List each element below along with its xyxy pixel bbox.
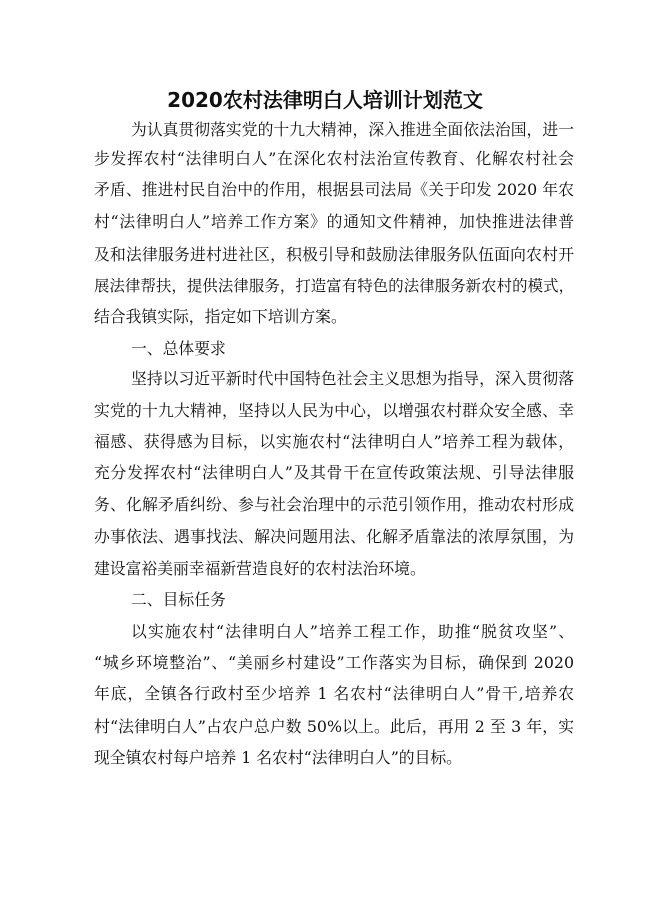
paragraph-line: 以实施农村“法律明白人”培养工程工作，助推“脱贫攻坚”、 [131,622,574,641]
paragraph-line: 务、化解矛盾纠纷、参与社会治理中的示范引领作用，推动农村形成 [94,495,574,514]
paragraph-line: 步发挥农村“法律明白人”在深化农村法治宣传教育、化解农村社会 [94,149,574,168]
paragraph-line: 村“法律明白人”占农户总户数 50%以上。此后，再用 2 至 3 年，实 [94,717,574,736]
paragraph-line: 现全镇农村每户培养 1 名农村“法律明白人”的目标。 [94,748,462,767]
paragraph-line: 矛盾、推进村民自治中的作用，根据县司法局《关于印发 2020 年农 [94,180,574,199]
paragraph-line: 实党的十九大精神，坚持以人民为中心，以增强农村群众安全感、幸 [94,401,574,420]
paragraph-line: 建设富裕美丽幸福新营造良好的农村法治环境。 [94,559,426,578]
paragraph-line: 展法律帮扶，提供法律服务，打造富有特色的法律服务新农村的模式， [94,277,574,295]
paragraph-line: 年底，全镇各行政村至少培养 1 名农村“法律明白人”骨干,培养农 [94,684,574,703]
section-heading: 二、目标任务 [131,590,226,609]
paragraph-line: 结合我镇实际，指定如下培训方案。 [94,307,347,326]
paragraph-line: 为认真贯彻落实党的十九大精神，深入推进全面依法治国，进一 [131,120,574,139]
paragraph-line: “城乡环境整治”、“美丽乡村建设”工作落实为目标，确保到 2020 [94,653,574,672]
paragraph-line: 福感、获得感为目标，以实施农村“法律明白人”培养工程为载体， [94,432,574,451]
paragraph-line: 及和法律服务进村进社区，积极引导和鼓励法律服务队伍面向农村开 [94,245,574,264]
paragraph-line: 村“法律明白人”培养工作方案》的通知文件精神，加快推进法律普 [94,212,574,231]
document-title: 2020农村法律明白人培训计划范文 [167,88,483,112]
paragraph-line: 办事依法、遇事找法、解决问题用法、化解矛盾靠法的浓厚氛围，为 [94,527,574,546]
paragraph-line: 充分发挥农村“法律明白人”及其骨干在宣传政策法规、引导法律服 [94,463,574,482]
section-heading: 一、总体要求 [131,339,226,358]
paragraph-line: 坚持以习近平新时代中国特色社会主义思想为指导，深入贯彻落 [131,369,574,388]
